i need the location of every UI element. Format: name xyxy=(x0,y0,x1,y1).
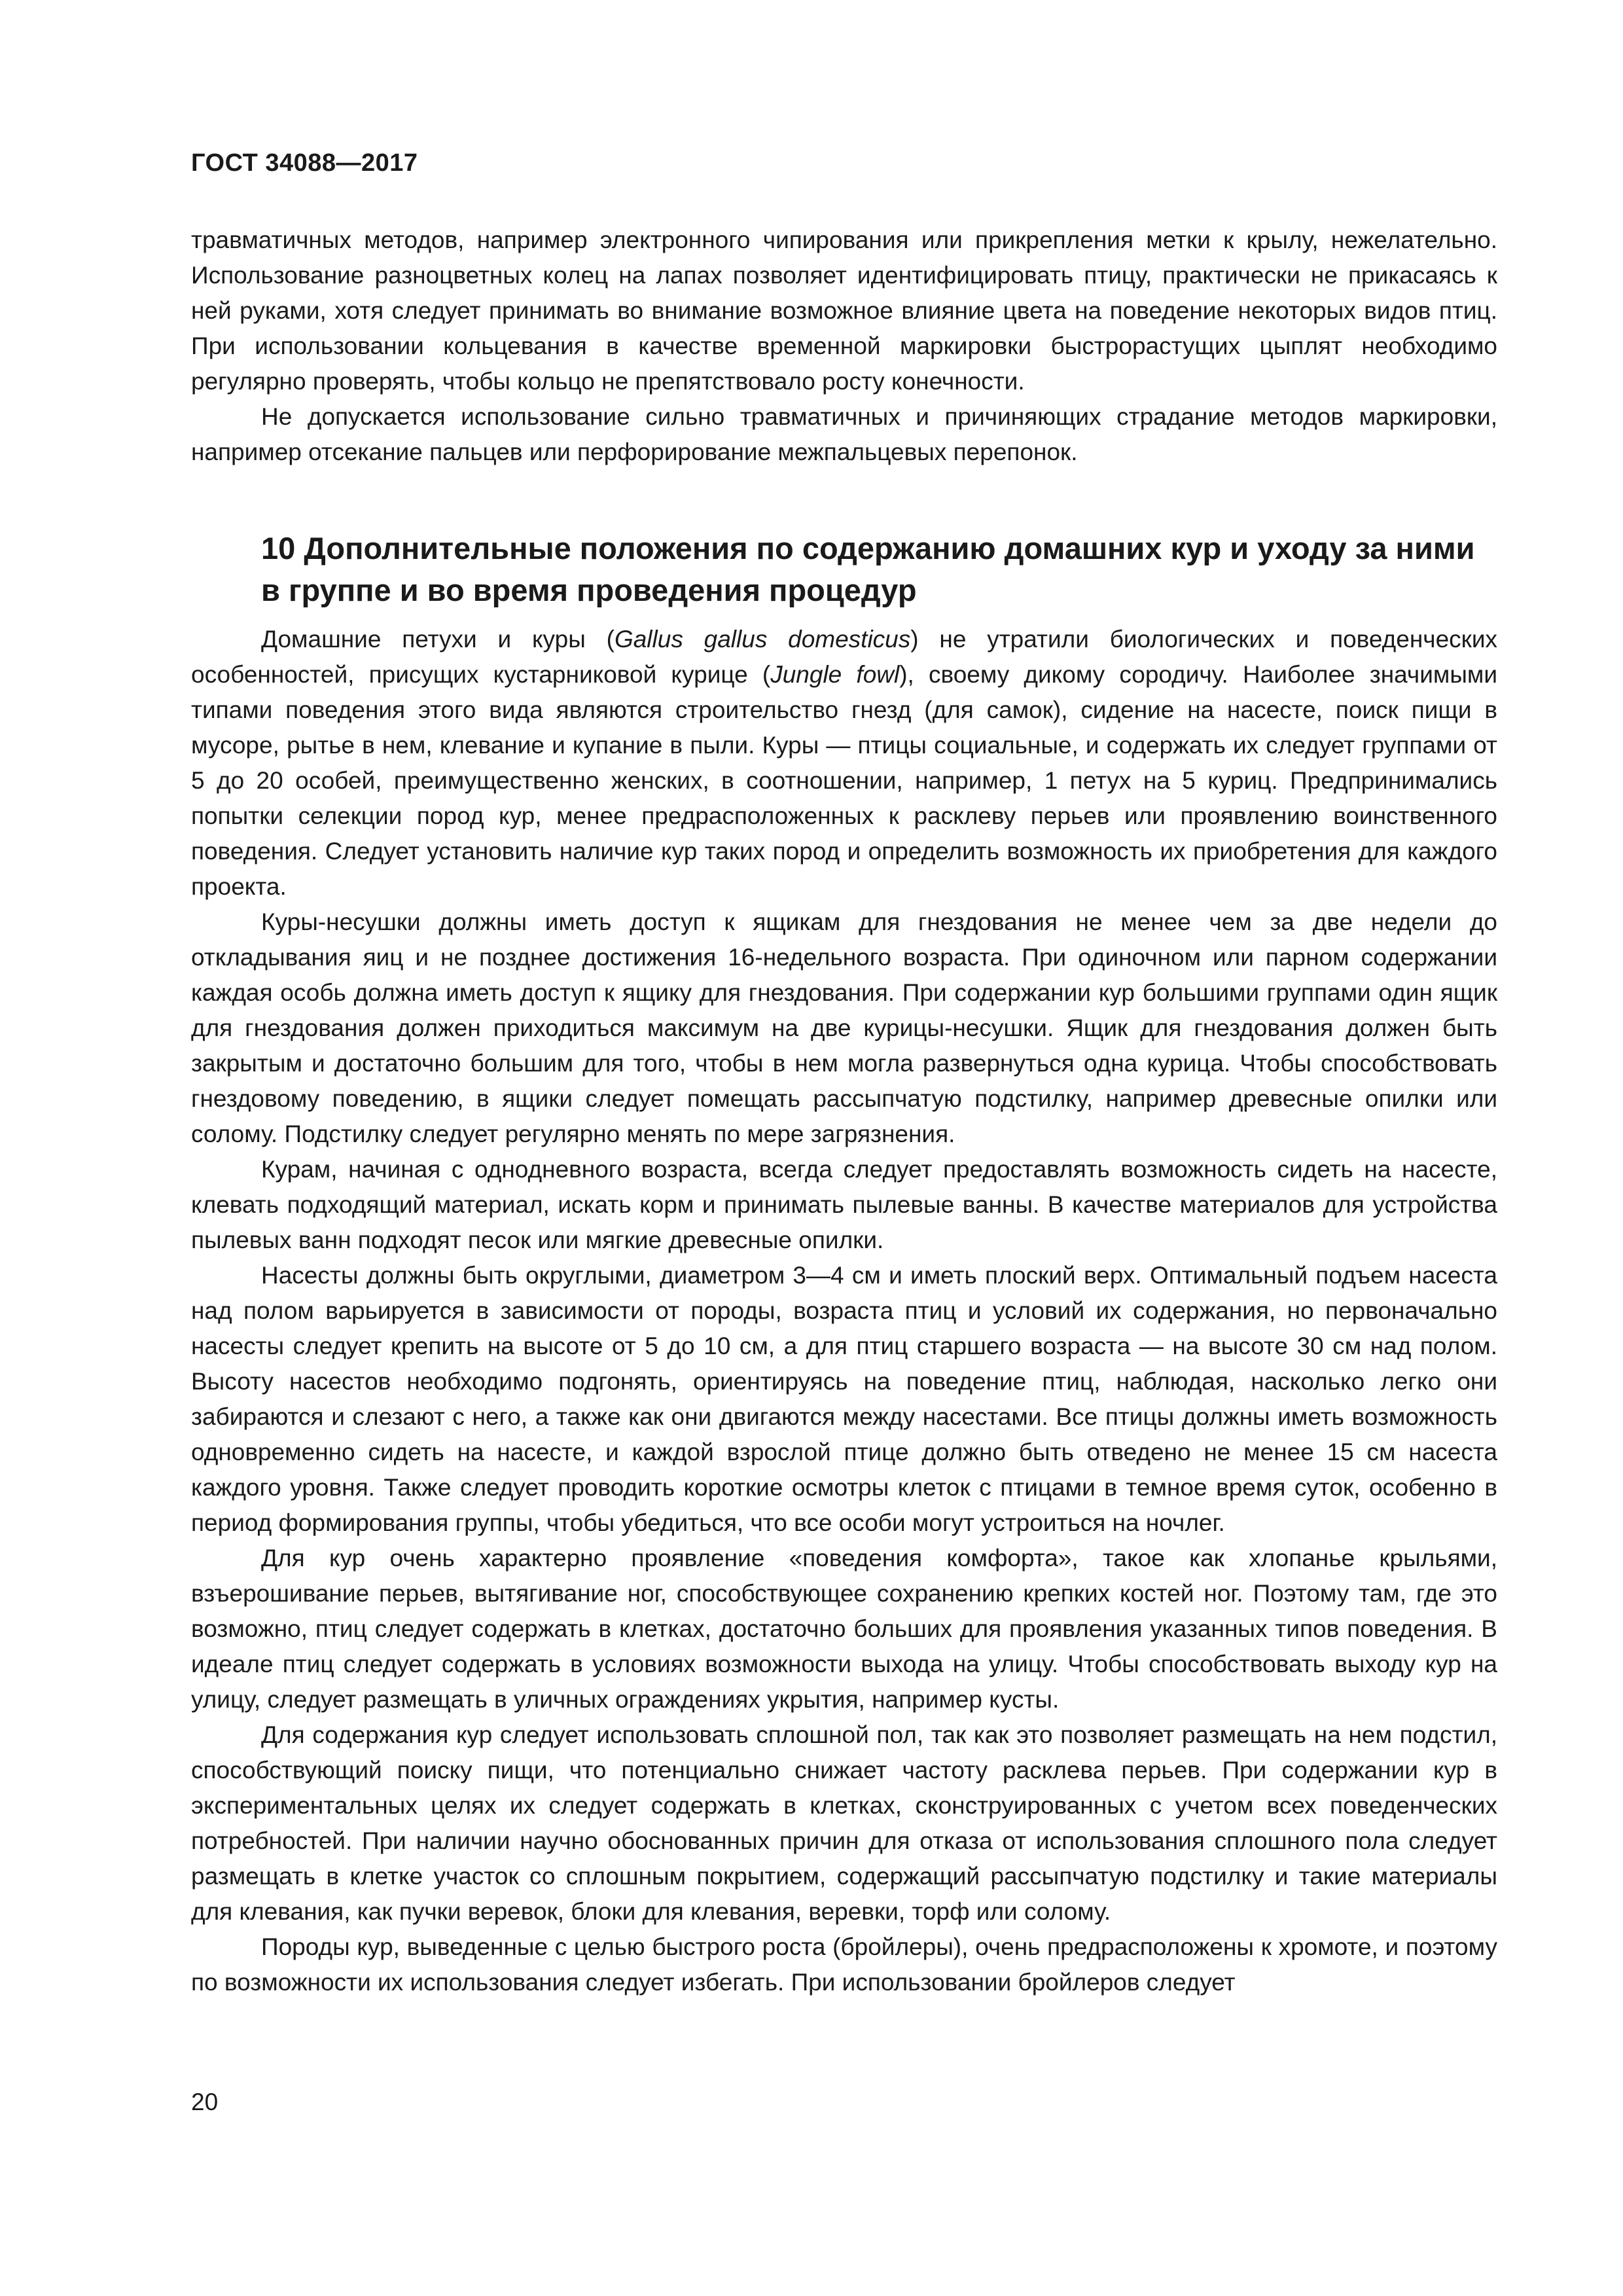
section-body xyxy=(191,622,1497,2000)
paragraph: Для содержания кур следует использовать сплошной пол, так как это позволяет размещать на нем подстил, способствующий поиску пищи, что потенциально снижает частоту расклева перьев. При содержании кур в экспериментальных целях их следует содержать в клетках, сконструированных с учетом всех поведенческих потребностей. При наличии научно обоснованных причин для отказа от использования сплошного пола следует размещать в клетке участок со сплошным покрытием, содержащий рассыпчатую подстилку и такие материалы для клевания, как пучки веревок, блоки для клевания, веревки, торф или солому. xyxy=(191,1721,1497,1925)
paragraph: Породы кур, выведенные с целью быстрого роста (бройлеры), очень предрасположены к хромоте, и поэтому по возможности их использования следует избегать. При использовании бройлеров следует xyxy=(191,1933,1497,1996)
paragraph xyxy=(191,622,1497,905)
latin-name: Jungle fowl xyxy=(770,661,900,688)
paragraph: Курам, начиная с однодневного возраста, всегда следует предоставлять возможность сидеть на насесте, клевать подходящий материал, искать корм и принимать пылевые ванны. В качестве материалов для устройства пылевых ванн подходят песок или мягкие древесные опилки. xyxy=(191,1156,1497,1253)
page-number: 20 xyxy=(191,2089,219,2115)
text-run: ) не утратили биологических и поведенческих особенностей, присущих кустарниковой курице ( xyxy=(191,626,1497,688)
document-header: ГОСТ 34088—2017 xyxy=(191,149,418,177)
paragraph: Не допускается использование сильно травматичных и причиняющих страдание методов маркировки, например отсекание пальцев или перфорирование межпальцевых перепонок. xyxy=(191,403,1497,465)
text-run: ), своему дикому сородичу. Наиболее значимыми типами поведения этого вида являются строительство гнезд (для самок), сидение на насесте, поиск пищи в мусоре, рытье в нем, клевание и купание в пыли. Куры — птицы социальные, и содержать их следует группами от 5 до 20 особей, преимущественно женских, в соотношении, например, 1 петух на 5 куриц. Предпринимались попытки селекции пород кур, менее предрасположенных к расклеву перьев или проявлению воинственного поведения. Следует установить наличие кур таких пород и определить возможность их приобретения для каждого проекта. xyxy=(191,661,1498,900)
latin-name: Gallus gallus domesticus xyxy=(614,626,911,653)
paragraph: травматичных методов, например электронного чипирования или прикрепления метки к крылу, нежелательно. Использование разноцветных колец на лапах позволяет идентифицировать птицу, практически не прикасаясь к ней руками, хотя следует принимать во внимание возможное влияние цвета на поведение некоторых видов птиц. При использовании кольцевания в качестве временной маркировки быстрорастущих цыплят необходимо регулярно проверять, чтобы кольцо не препятствовало росту конечности. xyxy=(191,226,1497,395)
paragraph: Куры-несушки должны иметь доступ к ящикам для гнездования не менее чем за две недели до откладывания яиц и не позднее достижения 16-недельного возраста. При одиночном или парном содержании каждая особь должна иметь доступ к ящику для гнездования. При содержании кур большими группами один ящик для гнездования должен приходиться максимум на две курицы-несушки. Ящик для гнездования должен быть закрытым и достаточно большим для того, чтобы в нем могла развернуться одна курица. Чтобы способствовать гнездовому поведению, в ящики следует помещать рассыпчатую подстилку, например древесные опилки или солому. Подстилку следует регулярно менять по мере загрязнения. xyxy=(191,908,1497,1147)
section-heading: 10 Дополнительные положения по содержанию домашних кур и уходу за ними в группе и во время проведения процедур xyxy=(261,531,1475,607)
continuation-text xyxy=(191,223,1497,470)
paragraph: Для кур очень характерно проявление «поведения комфорта», такое как хлопанье крыльями, взъерошивание перьев, вытягивание ног, способствующее сохранению крепких костей ног. Поэтому там, где это возможно, птиц следует содержать в клетках, достаточно больших для проявления указанных типов поведения. В идеале птиц следует содержать в условиях возможности выхода на улицу. Чтобы способствовать выходу кур на улицу, следует размещать в уличных ограждениях укрытия, например кусты. xyxy=(191,1545,1497,1713)
text-run: Домашние петухи и куры ( xyxy=(261,626,615,653)
paragraph: Насесты должны быть округлыми, диаметром 3—4 см и иметь плоский верх. Оптимальный подъем насеста над полом варьируется в зависимости от породы, возраста птиц и условий их содержания, но первоначально насесты следует крепить на высоте от 5 до 10 см, а для птиц старшего возраста — на высоте 30 см над полом. Высоту насестов необходимо подгонять, ориентируясь на поведение птиц, наблюдая, насколько легко они забираются и слезают с него, а также как они двигаются между насестами. Все птицы должны иметь возможность одновременно сидеть на насесте, и каждой взрослой птице должно быть отведено не менее 15 см насеста каждого уровня. Также следует проводить короткие осмотры клеток с птицами в темное время суток, особенно в период формирования группы, чтобы убедиться, что все особи могут устроиться на ночлег. xyxy=(191,1262,1497,1536)
